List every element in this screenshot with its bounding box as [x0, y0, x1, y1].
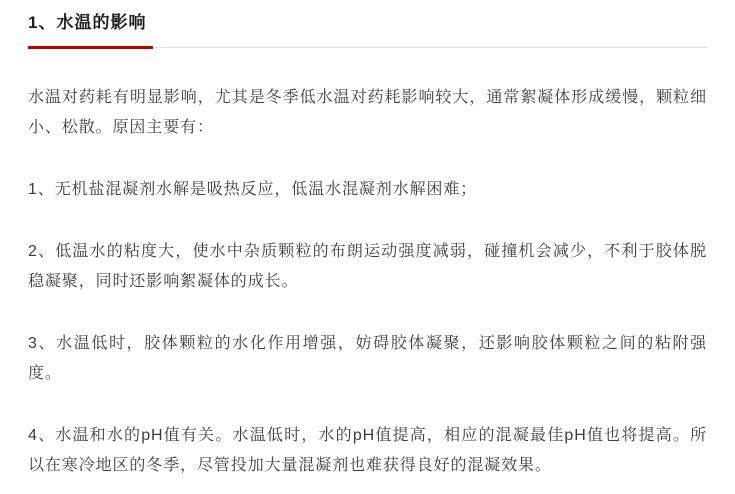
- paragraph-reason-1: 1、无机盐混凝剂水解是吸热反应，低温水混凝剂水解困难；: [28, 181, 478, 198]
- paragraph-reason-4: 4、水温和水的pH值有关。水温低时，水的pH值提高，相应的混凝最佳pH值也将提高。所以在寒冷地区的冬季，尽管投加大量混凝剂也难获得良好的混凝效果。: [28, 427, 707, 474]
- article-body: [28, 83, 707, 481]
- section-title: 1、水温的影响: [28, 13, 147, 32]
- paragraph-reason-3: 3、水温低时，胶体颗粒的水化作用增强，妨碍胶体凝聚，还影响胶体颗粒之间的粘附强度。: [28, 335, 707, 382]
- article-header: [28, 0, 707, 49]
- divider-accent: [28, 46, 153, 49]
- header-divider: [28, 46, 707, 49]
- paragraph-reason-2: 2、低温水的粘度大，使水中杂质颗粒的布朗运动强度减弱，碰撞机会减少，不利于胶体脱稳凝聚，同时还影响絮凝体的成长。: [28, 243, 707, 290]
- paragraph-intro: 水温对药耗有明显影响，尤其是冬季低水温对药耗影响较大，通常絮凝体形成缓慢，颗粒细小、松散。原因主要有：: [28, 89, 707, 136]
